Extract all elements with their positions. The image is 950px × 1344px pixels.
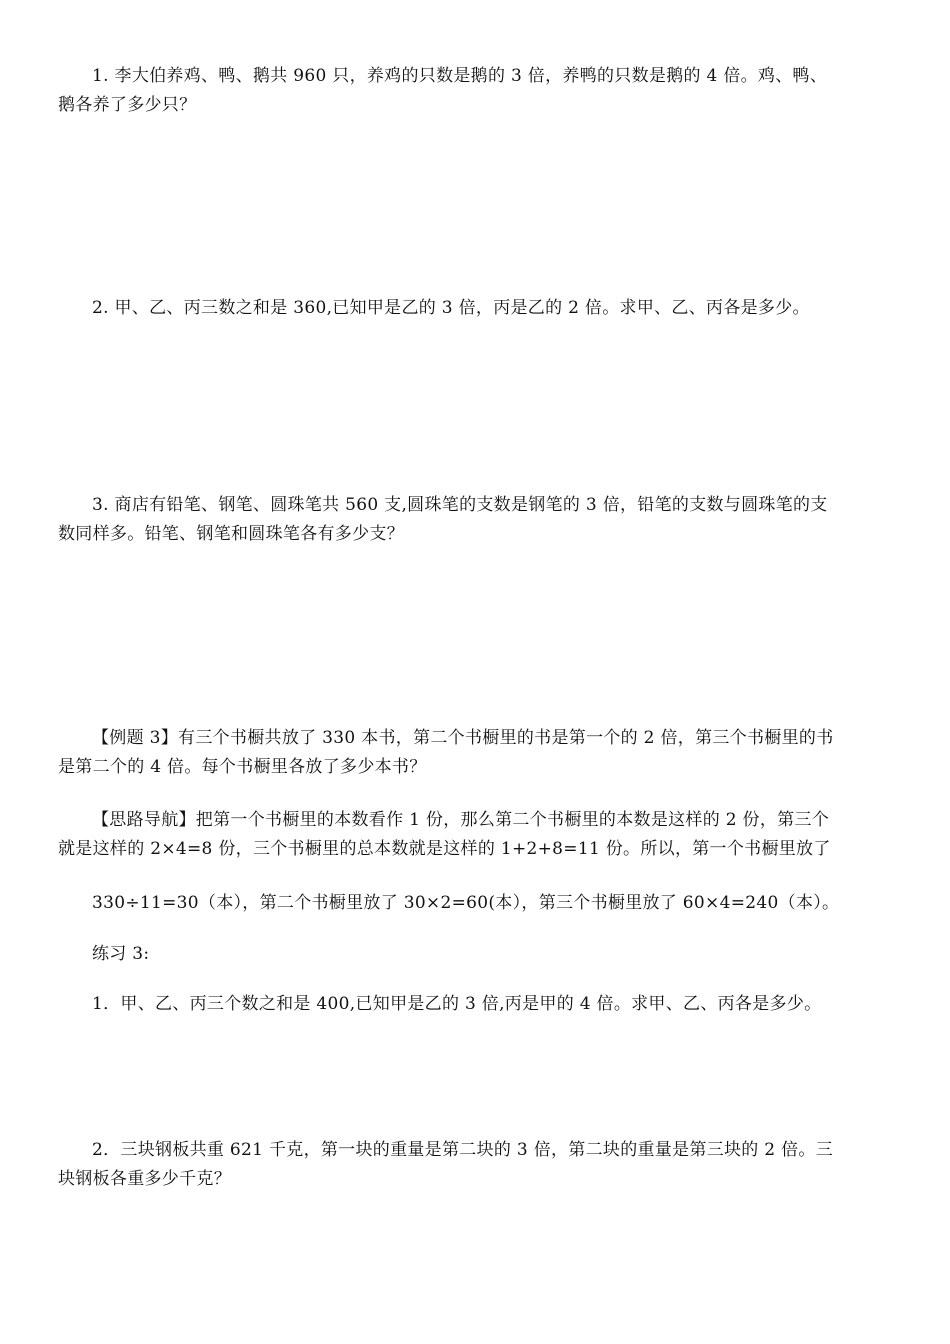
practice-heading (58, 940, 892, 969)
problem-3 (58, 491, 892, 549)
solution-guide (58, 806, 892, 864)
example-3-line-2: 是第二个的 4 倍。每个书橱里各放了多少本书？ (58, 757, 427, 777)
example-3-line-1: 【例题 3】有三个书橱共放了 330 本书，第二个书橱里的书是第一个的 2 倍，第三个书橱里的书 (92, 728, 834, 748)
solution-guide-line-3: 330÷11=30（本），第二个书橱里放了 30×2=60(本），第三个书橱里放了 60×4=240（本）。 (92, 893, 840, 913)
practice-problem-2-line-2: 块钢板各重多少千克？ (58, 1169, 231, 1189)
practice-problem-1-line-1: 1．甲、乙、丙三个数之和是 400,已知甲是乙的 3 倍,丙是甲的 4 倍。求甲、乙、丙各是多少。 (92, 994, 822, 1014)
practice-problem-2-line-1: 2．三块钢板共重 621 千克，第一块的重量是第二块的 3 倍，第二块的重量是第三块的 2 倍。三 (92, 1140, 834, 1160)
problem-3-line-1: 3. 商店有铅笔、钢笔、圆珠笔共 560 支,圆珠笔的支数是钢笔的 3 倍，铅笔的支数与圆珠笔的支 (92, 495, 828, 515)
problem-1 (58, 62, 892, 120)
solution-guide-line-1: 【思路导航】把第一个书橱里的本数看作 1 份，那么第二个书橱里的本数是这样的 2 份，第三个 (92, 810, 830, 830)
problem-3-line-2: 数同样多。铅笔、钢笔和圆珠笔各有多少支？ (58, 524, 404, 544)
example-3 (58, 724, 892, 782)
problem-1-line-2: 鹅各养了多少只？ (58, 95, 197, 115)
practice-title: 练习 3: (92, 944, 150, 964)
solution-guide-continued (58, 889, 892, 918)
problem-1-line-1: 1. 李大伯养鸡、鸭、鹅共 960 只，养鸡的只数是鹅的 3 倍，养鸭的只数是鹅的 4 倍。鸡、鸭、 (92, 66, 828, 86)
solution-guide-line-2: 就是这样的 2×4=8 份，三个书橱里的总本数就是这样的 1+2+8=11 份。所以，第一个书橱里放了 (58, 839, 831, 859)
practice-problem-2 (58, 1136, 892, 1194)
problem-2-line-1: 2. 甲、乙、丙三数之和是 360,已知甲是乙的 3 倍，丙是乙的 2 倍。求甲、乙、丙各是多少。 (92, 298, 810, 318)
practice-problem-1 (58, 990, 892, 1019)
problem-2 (58, 294, 892, 323)
